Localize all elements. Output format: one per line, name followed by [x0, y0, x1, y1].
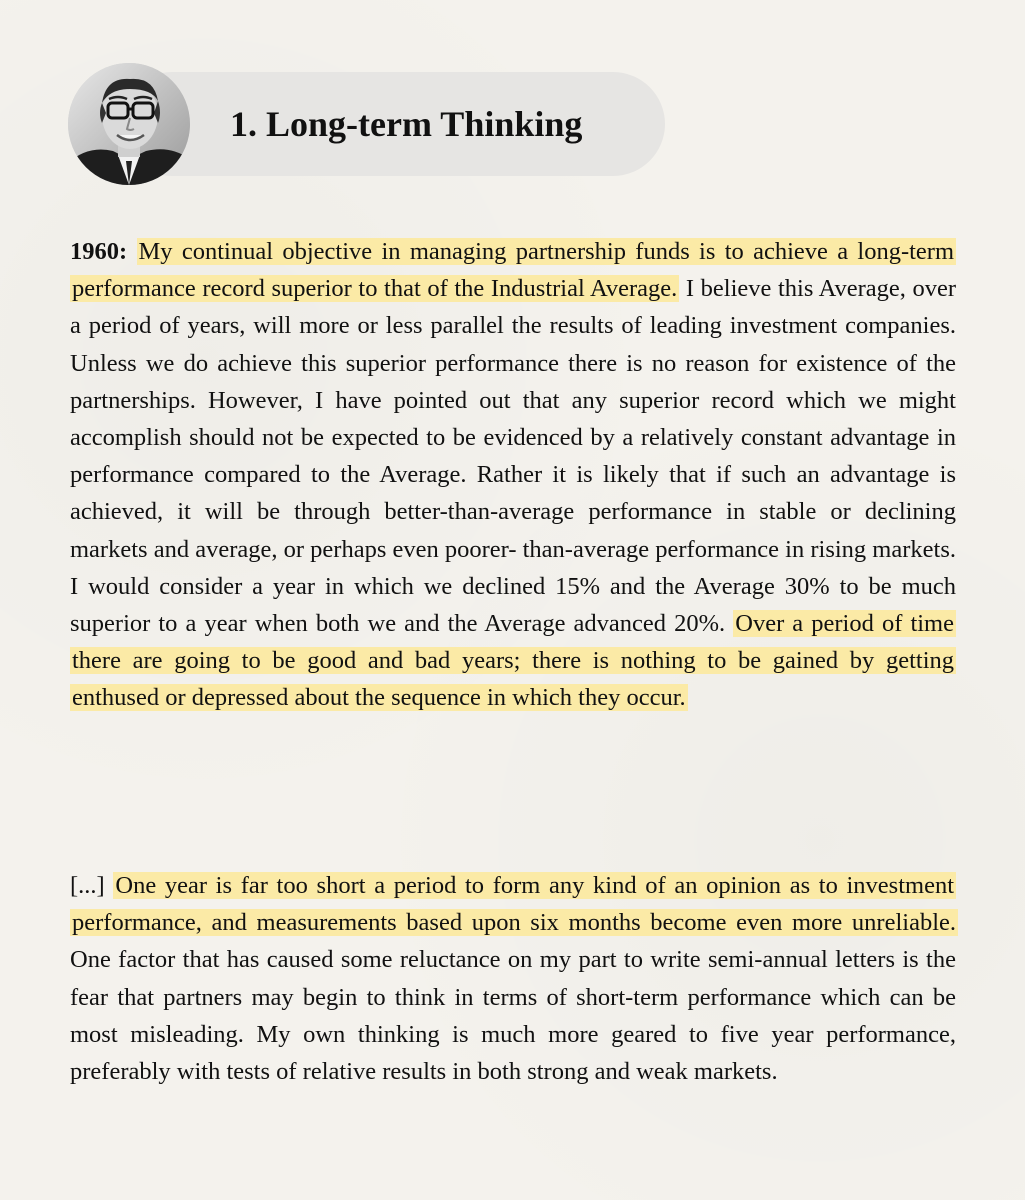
page-title: 1. Long-term Thinking [230, 104, 583, 144]
year-label: 1960: [70, 238, 128, 265]
ellipsis-marker: [...] [70, 872, 105, 899]
body-text: One factor that has caused some reluctance on my part to write semi-annual letters is the fear that partners may begin to think in terms of short-term performance which can be most misleading. My own thinking is much more geared to five year performance, preferably with tests of relative results in both strong and weak markets. [70, 946, 956, 1086]
portrait-photo-icon [68, 63, 190, 185]
highlighted-text: Over a period of time there are going to be good and bad years; there is nothing to be gained by getting enthused or depressed about the sequence in which they occur. [72, 610, 954, 712]
highlighted-text: One year is far too short a period to form any kind of an opinion as to investment performance, and measurements based upon six months become even more unreliable. [72, 872, 956, 937]
highlighted-text: My continual objective in managing partnership funds is to achieve a long-term performance record superior to that of the Industrial Average. [72, 238, 955, 303]
body-text: I believe this Average, over a period of years, will more or less parallel the results of leading investment companies. Unless we do achieve this superior performance there is no reason for existence of the partnerships. However, I have pointed out that any superior record which we might accomplish should not be expected to be evidenced by a relatively constant advantage in performance compared to the Average. Rather it is likely that if such an advantage is achieved, it will be through better-than-average performance in stable or declining markets and average, or perhaps even poorer- than-average performance in rising markets. I would consider a year in which we declined 15% and the Average 30% to be much superior to a year when both we and the Average advanced 20%. [70, 275, 956, 638]
paragraph-continued [70, 867, 956, 1090]
paragraph-1960 [70, 233, 956, 717]
